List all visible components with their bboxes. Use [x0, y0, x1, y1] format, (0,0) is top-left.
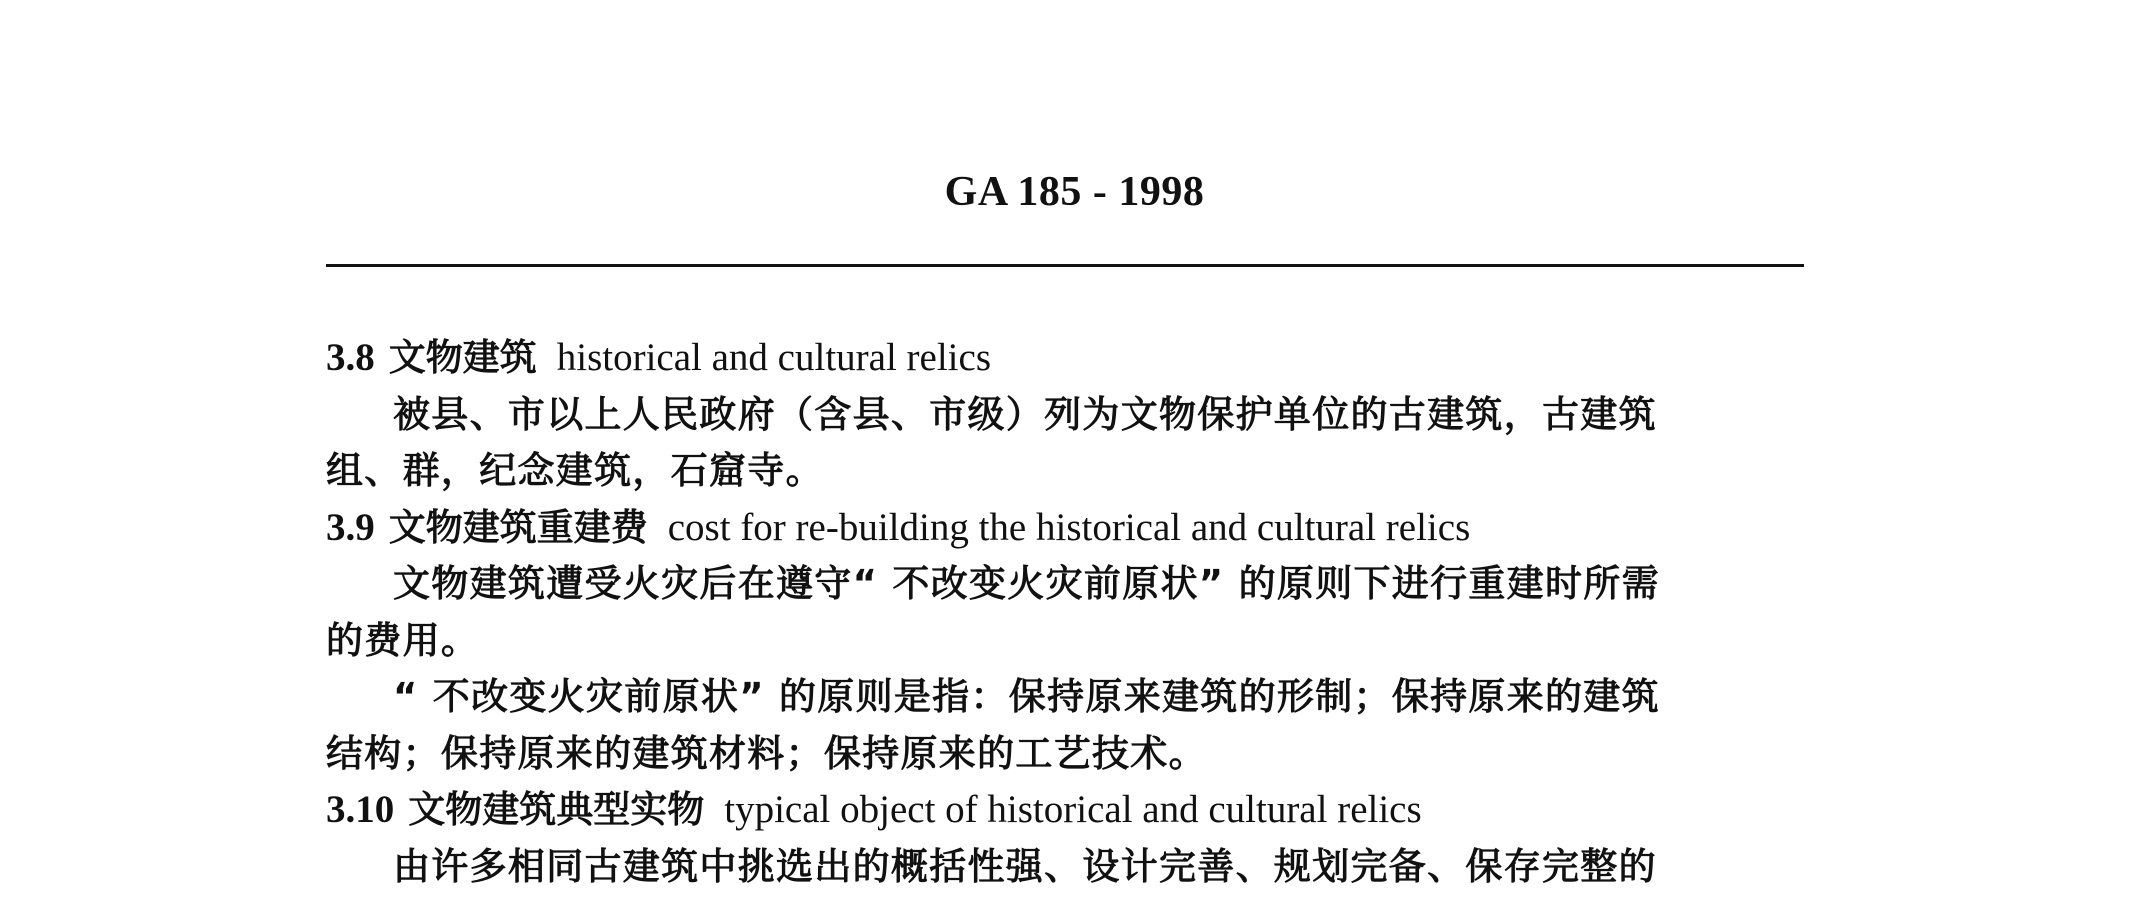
paragraph-line: [326, 443, 1836, 500]
term-number: 3.9: [326, 505, 375, 549]
term-english: historical and cultural relics: [556, 336, 992, 379]
term-english: typical object of historical and cultural relics: [724, 788, 1422, 831]
paragraph-line: [326, 726, 1836, 783]
definition-text: 组、群，纪念建筑，石窟寺。: [326, 449, 824, 492]
definition-text: 文物建筑遭受火灾后在遵守“ 不改变火灾前原状” 的原则下进行重建时所需: [393, 562, 1660, 605]
term-english: cost for re-building the historical and cultural relics: [667, 505, 1471, 549]
paragraph-line: [326, 556, 1836, 613]
header-divider: [326, 264, 1804, 267]
term-heading: [326, 330, 1836, 387]
definition-text: 被县、市以上人民政府（含县、市级）列为文物保护单位的古建筑，古建筑: [393, 392, 1657, 436]
term-chinese: 文物建筑典型实物: [408, 788, 705, 831]
paragraph-line: [326, 839, 1836, 896]
term-chinese: 文物建筑: [388, 336, 537, 379]
document-body: [326, 330, 1836, 895]
term-heading: [326, 500, 1836, 557]
definition-text: 由许多相同古建筑中挑选出的概括性强、设计完善、规划完备、保存完整的: [393, 844, 1657, 888]
term-number: 3.10: [326, 788, 395, 831]
paragraph-line: [326, 613, 1836, 670]
term-heading: [326, 782, 1836, 839]
definition-text: 的费用。: [326, 618, 480, 662]
paragraph-line: [326, 387, 1836, 444]
term-chinese: 文物建筑重建费: [388, 505, 648, 549]
paragraph-line: [326, 669, 1836, 726]
term-number: 3.8: [326, 336, 375, 379]
standard-code-header: GA 185 - 1998: [944, 169, 1205, 215]
definition-text: 结构；保持原来的建筑材料；保持原来的工艺技术。: [326, 731, 1207, 775]
definition-text: “ 不改变火灾前原状” 的原则是指：保持原来建筑的形制；保持原来的建筑: [393, 675, 1660, 718]
